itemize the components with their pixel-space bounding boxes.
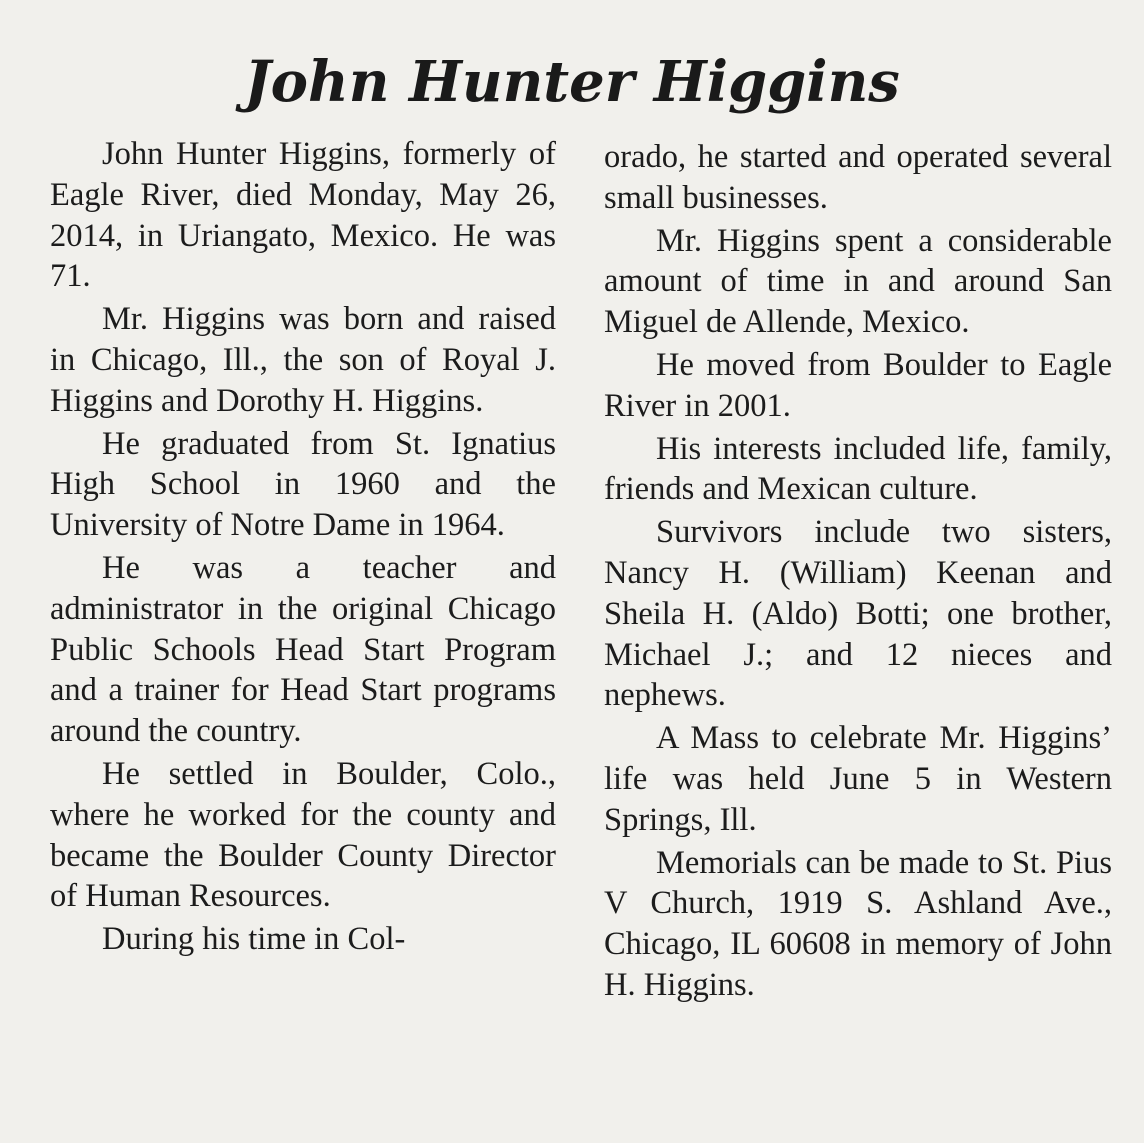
left-column <box>50 134 556 960</box>
paragraph-mass: A Mass to celebrate Mr. Higgins’ life was held June 5 in Western Springs, Ill. <box>604 720 1112 838</box>
paragraph-birth: Mr. Higgins was born and raised in Chicago, Ill., the son of Royal J. Higgins and Dorothy H. Higgins. <box>50 301 556 419</box>
paragraph-interests: His interests included life, family, friends and Mexican culture. <box>604 430 1112 508</box>
paragraph-mexico: Mr. Higgins spent a considerable amount of time in and around San Miguel de Allende, Mexico. <box>604 222 1112 341</box>
paragraph-survivors: Survivors include two sisters, Nancy H. (William) Keenan and Sheila H. (Aldo) Botti; one brother, Michael J.; and 12 nieces and nephews. <box>604 514 1112 714</box>
paragraph-colorado-start: During his time in Col- <box>102 921 406 958</box>
paragraph-memorials: Memorials can be made to St. Pius V Church, 1919 S. Ashland Ave., Chicago, IL 60608 in memory of John H. Higgins. <box>604 844 1112 1003</box>
paragraph-career-boulder: He settled in Boulder, Colo., where he worked for the county and became the Boulder County Director of Human Resources. <box>50 755 556 915</box>
paragraph-career-teaching: He was a teacher and administrator in the original Chicago Public Schools Head Start Program and a trainer for Head Start programs around the country. <box>50 549 556 750</box>
paragraph-colorado-continued: orado, he started and operated several small businesses. <box>604 139 1112 216</box>
right-column <box>604 137 1112 1006</box>
paragraph-education: He graduated from St. Ignatius High School in 1960 and the University of Notre Dame in 1964. <box>50 425 556 544</box>
paragraph-move: He moved from Boulder to Eagle River in 2001. <box>604 346 1112 424</box>
paragraph-death-notice: John Hunter Higgins, formerly of Eagle River, died Monday, May 26, 2014, in Uriangato, Mexico. He was 71. <box>50 136 556 295</box>
headline: John Hunter Higgins <box>244 48 900 115</box>
